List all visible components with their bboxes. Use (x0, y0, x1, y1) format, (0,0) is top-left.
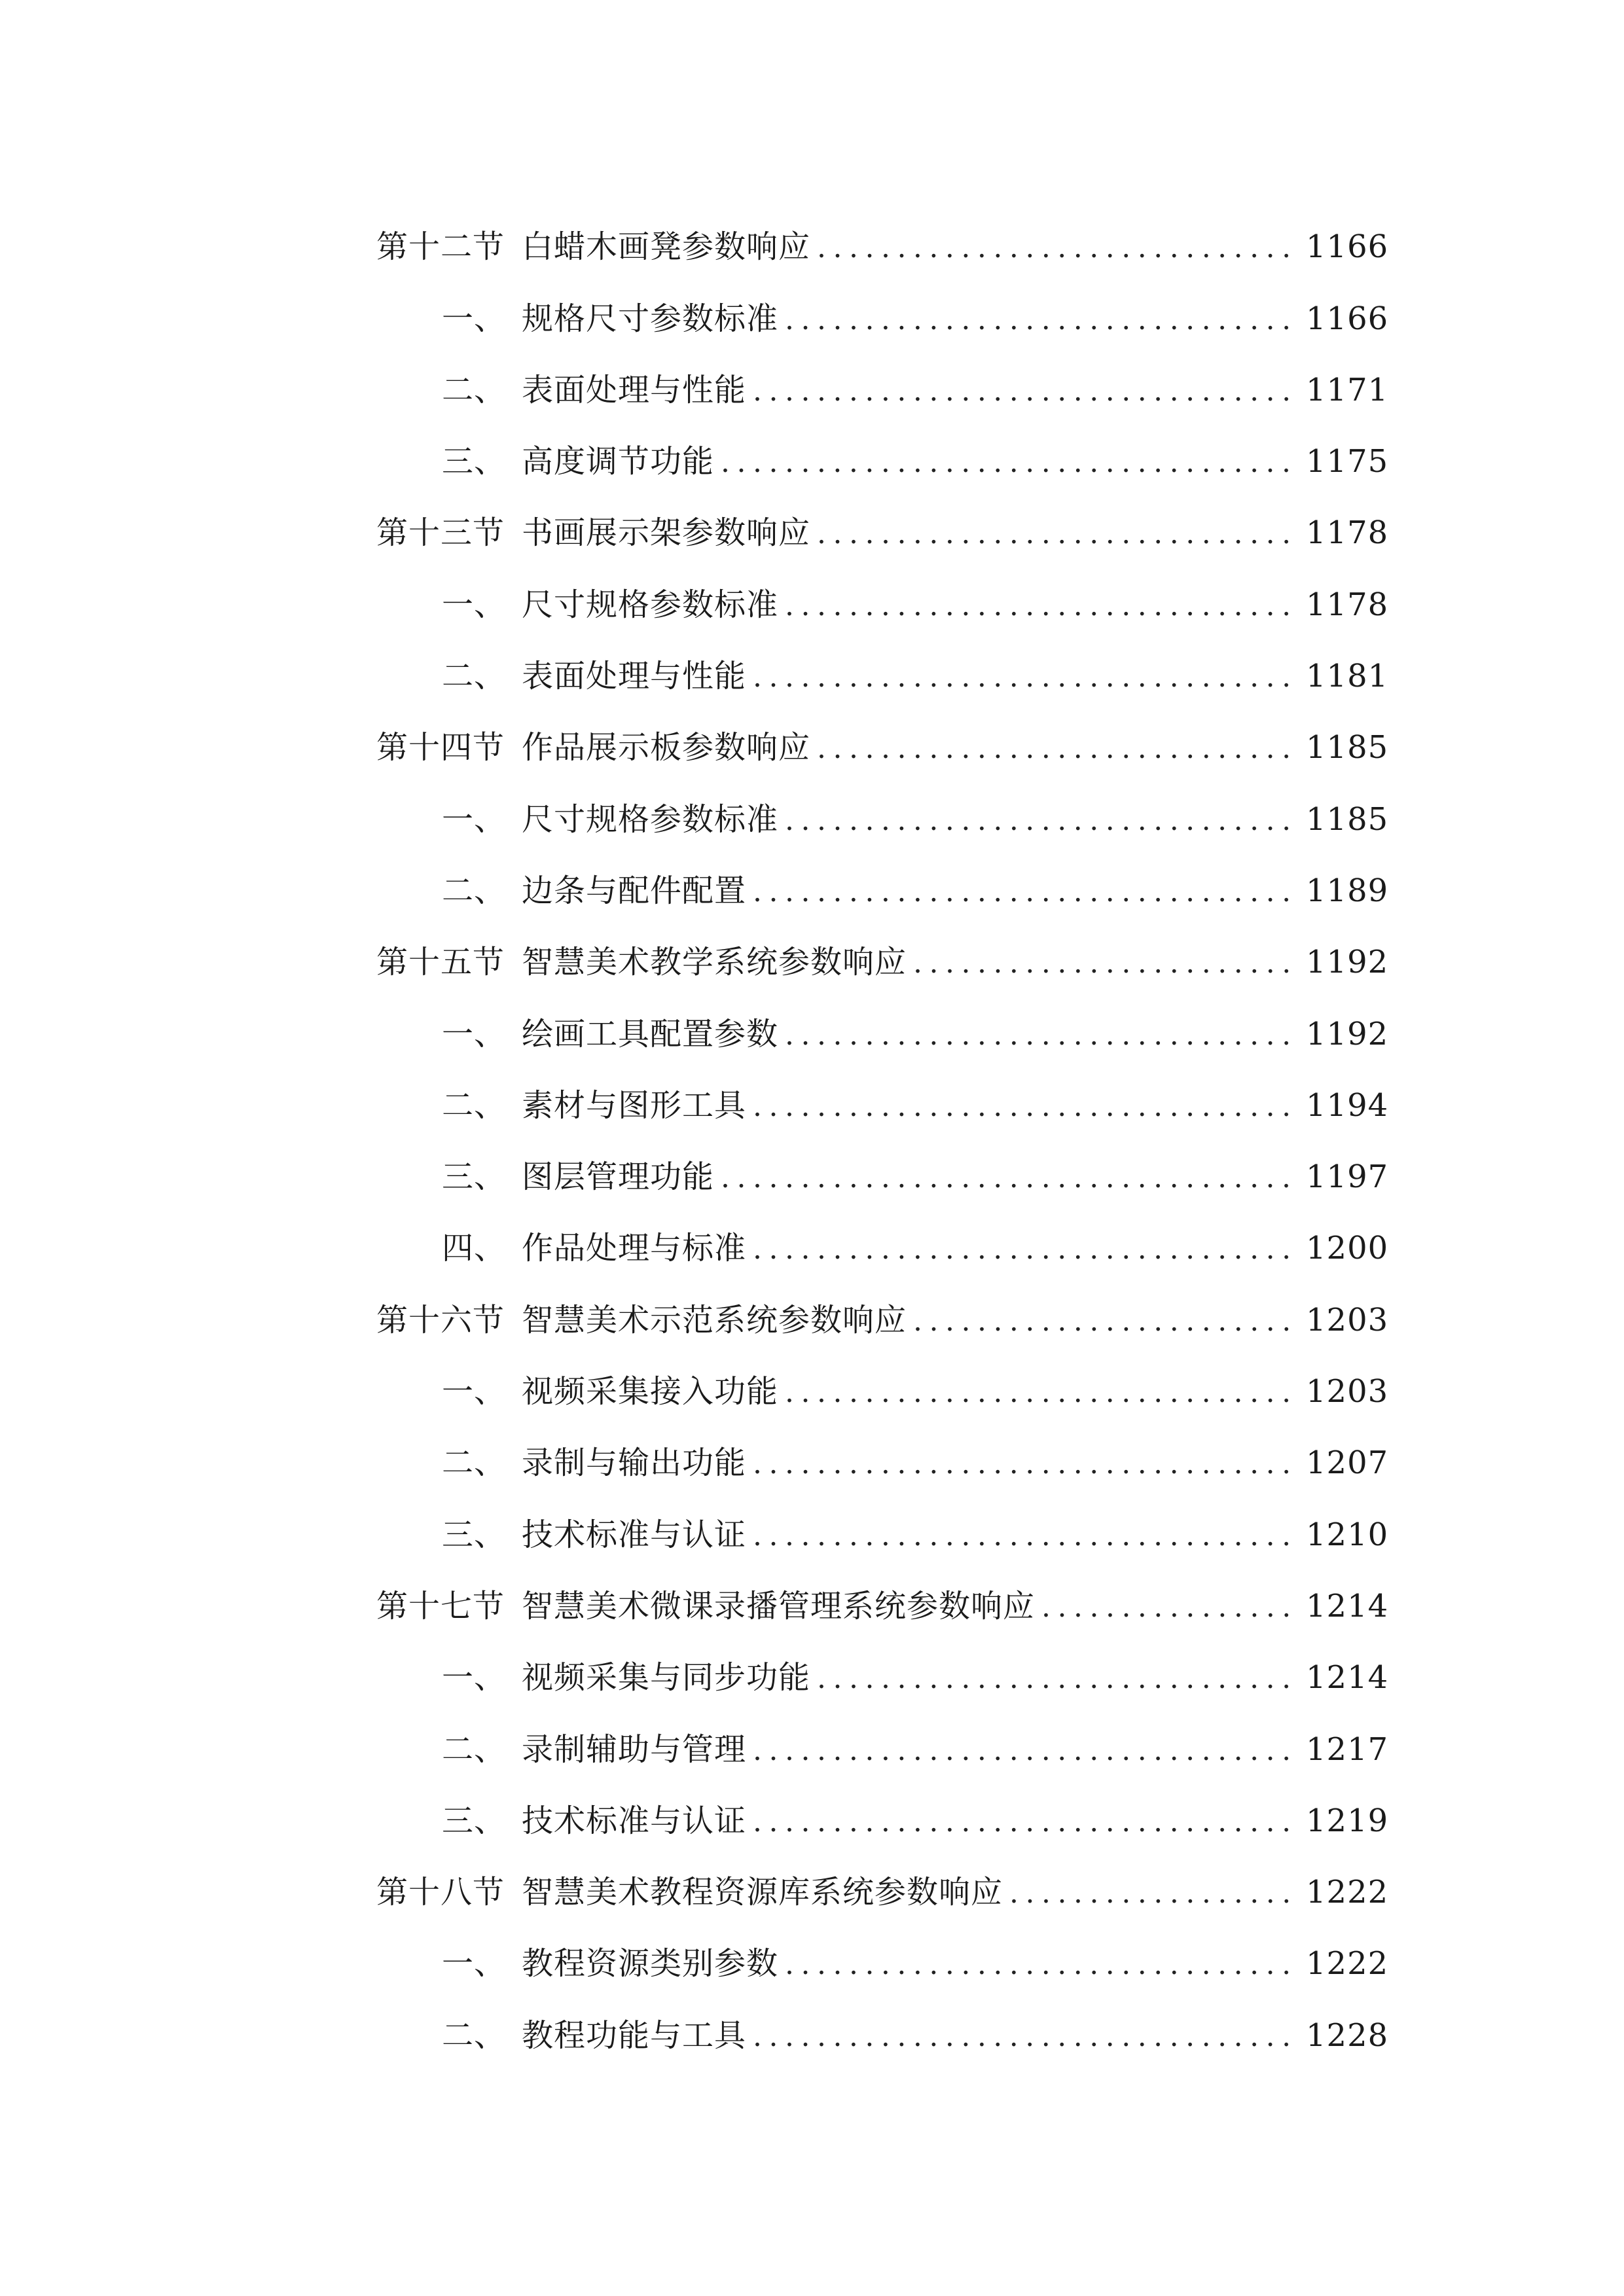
toc-entry-number: 二、 (442, 658, 507, 695)
toc-entry-title: 尺寸规格参数标准 (522, 586, 779, 623)
toc-page-number: 1222 (1306, 1945, 1389, 1982)
toc-page-number: 1166 (1306, 228, 1389, 266)
table-of-contents (376, 191, 1389, 2054)
toc-entry-number: 二、 (442, 2017, 507, 2054)
toc-page-number: 1207 (1306, 1444, 1389, 1482)
toc-entry-title: 智慧美术示范系统参数响应 (522, 1301, 907, 1338)
toc-page-number: 1222 (1306, 1874, 1389, 1911)
toc-entry-number: 二、 (442, 371, 507, 408)
toc-dot-leader (721, 1164, 1297, 1193)
toc-entry-number: 一、 (442, 1015, 507, 1052)
toc-entry-number: 二、 (442, 1731, 507, 1768)
toc-dot-leader (785, 806, 1297, 835)
toc-page-number: 1214 (1306, 1587, 1389, 1624)
toc-entry-number: 三、 (442, 1158, 507, 1196)
toc-entry-number: 一、 (442, 800, 507, 838)
toc-entry-title: 尺寸规格参数标准 (522, 800, 779, 838)
toc-entry-title: 图层管理功能 (522, 1158, 715, 1196)
toc-entry-title: 素材与图形工具 (522, 1086, 747, 1124)
toc-entry-number: 第十二节 (376, 228, 505, 266)
toc-dot-leader (753, 1092, 1297, 1121)
toc-dot-leader (785, 1950, 1297, 1979)
toc-page-number: 1203 (1306, 1373, 1389, 1410)
toc-entry-number: 一、 (442, 1659, 507, 1696)
toc-dot-leader (817, 234, 1297, 262)
toc-subsection-entry[interactable] (376, 1693, 1389, 1768)
toc-entry-title: 教程资源类别参数 (522, 1945, 779, 1982)
toc-dot-leader (817, 734, 1297, 763)
toc-page-number: 1210 (1306, 1516, 1389, 1553)
toc-entry-number: 一、 (442, 1945, 507, 1982)
toc-page-number: 1228 (1306, 2017, 1389, 2054)
toc-subsection-entry[interactable] (376, 548, 1389, 623)
toc-entry-number: 第十四节 (376, 729, 505, 766)
toc-page-number: 1189 (1306, 872, 1389, 909)
toc-subsection-entry[interactable] (376, 1193, 1389, 1267)
toc-entry-title: 书画展示架参数响应 (522, 514, 811, 552)
toc-entry-number: 第十三节 (376, 514, 505, 552)
toc-subsection-entry[interactable] (376, 763, 1389, 838)
toc-entry-title: 技术标准与认证 (522, 1802, 747, 1839)
toc-page-number: 1197 (1306, 1158, 1389, 1196)
toc-section-entry[interactable] (376, 1264, 1389, 1338)
toc-dot-leader (753, 1522, 1297, 1551)
toc-page-number: 1171 (1306, 371, 1389, 408)
toc-entry-number: 一、 (442, 586, 507, 623)
toc-page-number: 1192 (1306, 944, 1389, 981)
toc-dot-leader (753, 1808, 1297, 1837)
toc-entry-title: 白蜡木画凳参数响应 (522, 228, 811, 266)
toc-page-number: 1185 (1306, 729, 1389, 766)
toc-subsection-entry[interactable] (376, 334, 1389, 408)
toc-page-number: 1178 (1306, 586, 1389, 623)
toc-subsection-entry[interactable] (376, 406, 1389, 480)
toc-dot-leader (785, 306, 1297, 334)
toc-entry-title: 表面处理与性能 (522, 658, 747, 695)
toc-subsection-entry[interactable] (376, 978, 1389, 1052)
toc-section-entry[interactable] (376, 1837, 1389, 1911)
toc-dot-leader (913, 1307, 1297, 1336)
toc-entry-number: 二、 (442, 1444, 507, 1482)
toc-subsection-entry[interactable] (376, 1407, 1389, 1482)
toc-page-number: 1192 (1306, 1015, 1389, 1052)
toc-page-number: 1181 (1306, 658, 1389, 695)
toc-subsection-entry[interactable] (376, 1121, 1389, 1196)
toc-entry-number: 第十六节 (376, 1301, 505, 1338)
toc-section-entry[interactable] (376, 906, 1389, 981)
toc-entry-title: 表面处理与性能 (522, 371, 747, 408)
toc-page-number: 1194 (1306, 1086, 1389, 1124)
toc-subsection-entry[interactable] (376, 1908, 1389, 1982)
toc-section-entry[interactable] (376, 692, 1389, 766)
toc-entry-title: 智慧美术教程资源库系统参数响应 (522, 1874, 1003, 1911)
toc-entry-title: 录制辅助与管理 (522, 1731, 747, 1768)
toc-dot-leader (785, 592, 1297, 620)
toc-subsection-entry[interactable] (376, 1050, 1389, 1124)
toc-dot-leader (1041, 1593, 1297, 1622)
toc-entry-number: 第十七节 (376, 1587, 505, 1624)
toc-entry-number: 一、 (442, 300, 507, 337)
toc-subsection-entry[interactable] (376, 835, 1389, 909)
toc-entry-number: 三、 (442, 1802, 507, 1839)
toc-page-number: 1203 (1306, 1301, 1389, 1338)
toc-entry-title: 教程功能与工具 (522, 2017, 747, 2054)
toc-entry-number: 四、 (442, 1230, 507, 1267)
toc-entry-title: 高度调节功能 (522, 443, 715, 480)
toc-entry-title: 智慧美术教学系统参数响应 (522, 944, 907, 981)
toc-dot-leader (753, 1736, 1297, 1765)
toc-subsection-entry[interactable] (376, 1765, 1389, 1839)
toc-dot-leader (753, 878, 1297, 906)
toc-dot-leader (753, 2022, 1297, 2051)
toc-subsection-entry[interactable] (376, 1336, 1389, 1410)
toc-entry-title: 智慧美术微课录播管理系统参数响应 (522, 1587, 1036, 1624)
toc-page-number: 1219 (1306, 1802, 1389, 1839)
toc-page-number: 1217 (1306, 1731, 1389, 1768)
toc-entry-title: 边条与配件配置 (522, 872, 747, 909)
toc-dot-leader (753, 663, 1297, 692)
toc-entry-title: 视频采集与同步功能 (522, 1659, 811, 1696)
toc-subsection-entry[interactable] (376, 1479, 1389, 1553)
toc-dot-leader (721, 448, 1297, 477)
toc-dot-leader (913, 949, 1297, 978)
toc-dot-leader (753, 1450, 1297, 1479)
toc-dot-leader (817, 520, 1297, 548)
toc-dot-leader (785, 1378, 1297, 1407)
toc-page-number: 1166 (1306, 300, 1389, 337)
toc-page-number: 1178 (1306, 514, 1389, 552)
toc-subsection-entry[interactable] (376, 262, 1389, 337)
toc-subsection-entry[interactable] (376, 1622, 1389, 1696)
toc-subsection-entry[interactable] (376, 1979, 1389, 2054)
toc-section-entry[interactable] (376, 191, 1389, 266)
toc-entry-title: 录制与输出功能 (522, 1444, 747, 1482)
toc-dot-leader (785, 1021, 1297, 1050)
toc-entry-title: 作品处理与标准 (522, 1230, 747, 1267)
toc-entry-number: 第十五节 (376, 944, 505, 981)
toc-page-number: 1214 (1306, 1659, 1389, 1696)
toc-page-number: 1185 (1306, 800, 1389, 838)
toc-dot-leader (753, 1235, 1297, 1264)
toc-entry-number: 第十八节 (376, 1874, 505, 1911)
toc-page-number: 1200 (1306, 1230, 1389, 1267)
toc-entry-title: 规格尺寸参数标准 (522, 300, 779, 337)
toc-entry-number: 一、 (442, 1373, 507, 1410)
toc-page-number: 1175 (1306, 443, 1389, 480)
toc-section-entry[interactable] (376, 1551, 1389, 1624)
toc-subsection-entry[interactable] (376, 620, 1389, 695)
toc-entry-number: 三、 (442, 443, 507, 480)
toc-entry-title: 作品展示板参数响应 (522, 729, 811, 766)
toc-entry-number: 二、 (442, 872, 507, 909)
toc-entry-number: 二、 (442, 1086, 507, 1124)
toc-entry-title: 视频采集接入功能 (522, 1373, 779, 1410)
toc-section-entry[interactable] (376, 477, 1389, 552)
toc-dot-leader (817, 1664, 1297, 1693)
toc-entry-title: 技术标准与认证 (522, 1516, 747, 1553)
toc-entry-number: 三、 (442, 1516, 507, 1553)
toc-dot-leader (753, 377, 1297, 406)
toc-dot-leader (1009, 1879, 1297, 1908)
toc-entry-title: 绘画工具配置参数 (522, 1015, 779, 1052)
